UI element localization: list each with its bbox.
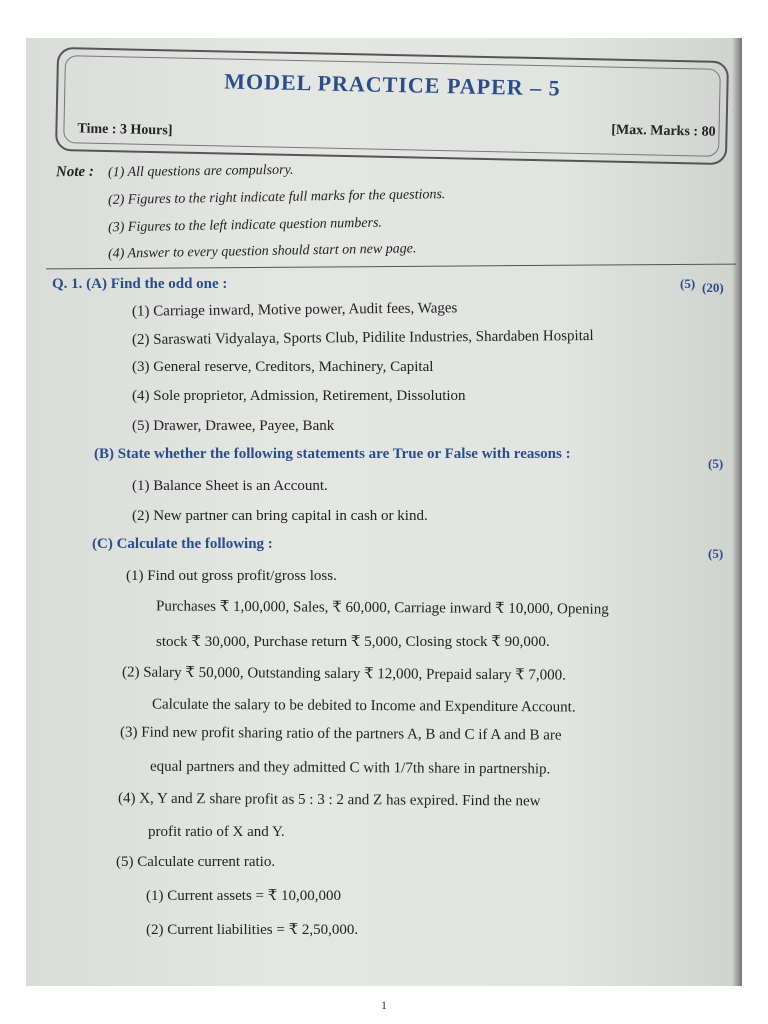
- note-divider: [46, 264, 736, 270]
- paper-title: MODEL PRACTICE PAPER – 5: [223, 68, 561, 101]
- q1-a-marks: (5): [680, 276, 696, 291]
- note-label: Note :: [55, 163, 95, 181]
- note-item-2: (2) Figures to the right indicate full marks for the questions.: [107, 187, 446, 208]
- time-label: Time : 3 Hours]: [77, 121, 173, 139]
- q1-a-item-5: (5) Drawer, Drawee, Payee, Bank: [132, 418, 335, 434]
- q1-c-line-5: Calculate the salary to be debited to Income and Expenditure Account.: [151, 696, 576, 716]
- q1-b-item-1: (1) Balance Sheet is an Account.: [132, 478, 328, 494]
- note-item-1: (1) All questions are compulsory.: [107, 162, 294, 181]
- q1-c-line-1: (1) Find out gross profit/gross loss.: [126, 568, 337, 584]
- exam-paper: [26, 38, 742, 986]
- q1-a-item-4: (4) Sole proprietor, Admission, Retirement, Dissolution: [132, 388, 466, 404]
- q1-c-line-7: equal partners and they admitted C with 1/7th share in partnership.: [149, 758, 551, 778]
- paper-photo: [26, 38, 742, 986]
- q1-c-line-3: stock ₹ 30,000, Purchase return ₹ 5,000, Closing stock ₹ 90,000.: [156, 634, 550, 650]
- q1-c-marks: (5): [708, 546, 724, 561]
- page-edge-shadow: [732, 38, 742, 986]
- q1-c-line-11: (1) Current assets = ₹ 10,00,000: [146, 888, 342, 904]
- q1-b-heading: (B) State whether the following statements are True or False with reasons :: [94, 446, 571, 462]
- note-item-3: (3) Figures to the left indicate question numbers.: [107, 215, 383, 236]
- q1-c-line-12: (2) Current liabilities = ₹ 2,50,000.: [146, 922, 359, 938]
- q1-b-item-2: (2) New partner can bring capital in cash or kind.: [132, 508, 428, 524]
- note-item-4: (4) Answer to every question should start on new page.: [107, 241, 417, 262]
- q1-a-heading: Q. 1. (A) Find the odd one :: [52, 276, 228, 292]
- q1-c-line-8: (4) X, Y and Z share profit as 5 : 3 : 2 and Z has expired. Find the new: [117, 790, 541, 810]
- q1-total-marks: (20): [702, 280, 724, 295]
- q1-c-line-4: (2) Salary ₹ 50,000, Outstanding salary ₹ 12,000, Prepaid salary ₹ 7,000.: [121, 664, 567, 684]
- q1-a-item-2: (2) Saraswati Vidyalaya, Sports Club, Pidilite Industries, Shardaben Hospital: [131, 327, 594, 349]
- q1-c-line-9: profit ratio of X and Y.: [148, 824, 285, 840]
- q1-c-heading: (C) Calculate the following :: [92, 536, 273, 552]
- q1-c-line-10: (5) Calculate current ratio.: [116, 854, 276, 870]
- q1-a-item-1: (1) Carriage inward, Motive power, Audit fees, Wages: [131, 300, 458, 320]
- q1-c-line-6: (3) Find new profit sharing ratio of the partners A, B and C if A and B are: [119, 724, 562, 744]
- max-marks-label: [Max. Marks : 80: [611, 122, 716, 140]
- header-box: [55, 47, 729, 165]
- q1-a-item-3: (3) General reserve, Creditors, Machinery, Capital: [132, 359, 434, 375]
- page-number: 1: [381, 998, 387, 1012]
- q1-c-line-2: Purchases ₹ 1,00,000, Sales, ₹ 60,000, Carriage inward ₹ 10,000, Opening: [155, 598, 609, 618]
- q1-b-marks: (5): [708, 456, 724, 471]
